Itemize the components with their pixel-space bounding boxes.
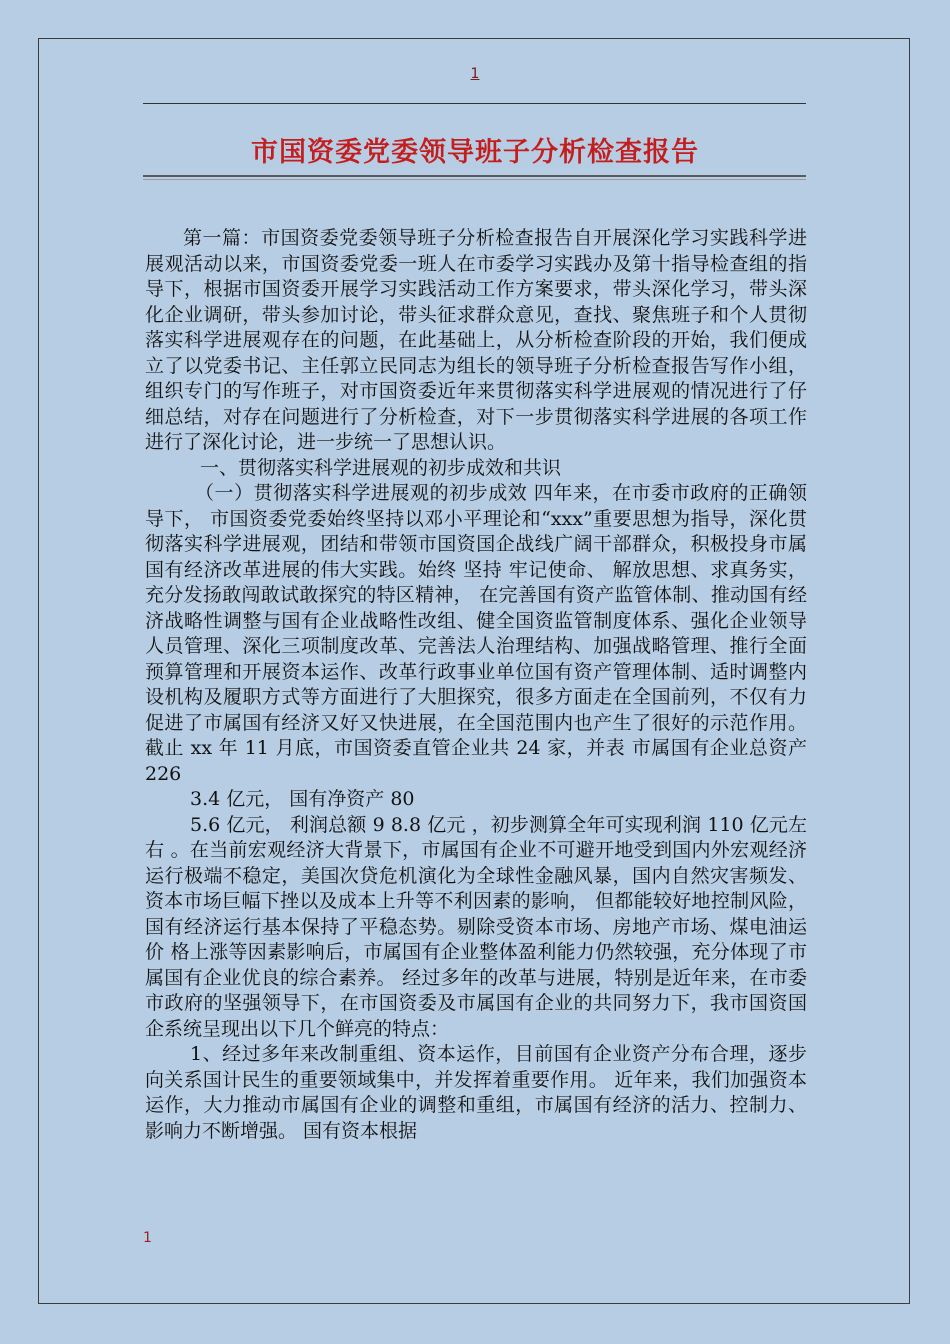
paragraph-profit: 5.6 亿元， 利润总额 9 8.8 亿元 ，初步测算全年可实现利润 110 亿元左右 。在当前宏观经济大背景下，市属国有企业不可避开地受到国内外宏观经济运行极端不稳定，美国次贷危机演化为全球性金融风暴，国内自然灾害频发、资本市场巨幅下挫以及成本上升等不利因素的影响， 但都能较好地控制风险，国有经济运行基本保持了平稳态势。剔除受资本市场、房地产市场、煤电油运价 格上涨等因素影响后，市属国有企业整体盈利能力仍然较强，充分体现了市属国有企业优良的综合素养。 经过多年的改革与进展，特别是近年来，在市委市政府的坚强领导下，在市国资委及市属国有企业的共同努力下，我市国资国企系统呈现出以下几个鲜亮的特点： [145, 813, 807, 1040]
paragraph-net-assets: 3.4 亿元， 国有净资产 80 [190, 788, 415, 810]
footer-page-number: 1 [143, 1230, 152, 1246]
header-page-number: 1 [470, 66, 480, 82]
document-body [145, 226, 807, 1144]
document-title: 市国资委党委领导班子分析检查报告 [251, 137, 699, 168]
paragraph-achievements: （一）贯彻落实科学进展观的初步成效 四年来，在市委市政府的正确领导下， 市国资委党委始终坚持以邓小平理论和“xxx”重要思想为指导，深化贯彻落实科学进展观，团结和带领市国资国企战线广阔干部群众，积极投身市属国有经济改革进展的伟大实践。始终 坚持 牢记使命、 解放思想、求真务实，充分发扬敢闯敢试敢探究的特区精神， 在完善国有资产监管体制、推动国有经济战略性调整与国有企业战略性改组、健全国资监管制度体系、强化企业领导人员管理、深化三项制度改革、完善法人治理结构、加强战略管理、推行全面预算管理和开展资本运作、改革行政事业单位国有资产管理体制、适时调整内设机构及履职方式等方面进行了大胆探究，很多方面走在全国前列，不仅有力促进了市属国有经济又好又快进展，在全国范围内也产生了很好的示范作用。 截止 xx 年 11 月底，市国资委直管企业共 24 家，并表 市属国有企业总资产 226 [145, 482, 807, 785]
paragraph-point-1: 1、经过多年来改制重组、资本运作，目前国有企业资产分布合理，逐步向关系国计民生的重要领域集中，并发挥着重要作用。 近年来，我们加强资本运作，大力推动市属国有企业的调整和重组，市属国有经济的活力、控制力、影响力不断增强。 国有资本根据 [145, 1043, 807, 1142]
title-rule [143, 175, 806, 177]
title-rule-thin [143, 179, 806, 180]
header-rule [143, 103, 806, 104]
paragraph-intro: 第一篇：市国资委党委领导班子分析检查报告自开展深化学习实践科学进展观活动以来，市国资委党委一班人在市委学习实践办及第十指导检查组的指导下，根据市国资委开展学习实践活动工作方案要求，带头深化学习，带头深化企业调研，带头参加讨论，带头征求群众意见，查找、聚焦班子和个人贯彻落实科学进展观存在的问题，在此基础上，从分析检查阶段的开始，我们便成立了以党委书记、主任郭立民同志为组长的领导班子分析检查报告写作小组，组织专门的写作班子，对市国资委近年来贯彻落实科学进展观的情况进行了仔细总结，对存在问题进行了分析检查，对下一步贯彻落实科学进展的各项工作进行了深化讨论，进一步统一了思想认识。 [145, 227, 807, 453]
section-heading: 一、贯彻落实科学进展观的初步成效和共识 [200, 456, 562, 479]
